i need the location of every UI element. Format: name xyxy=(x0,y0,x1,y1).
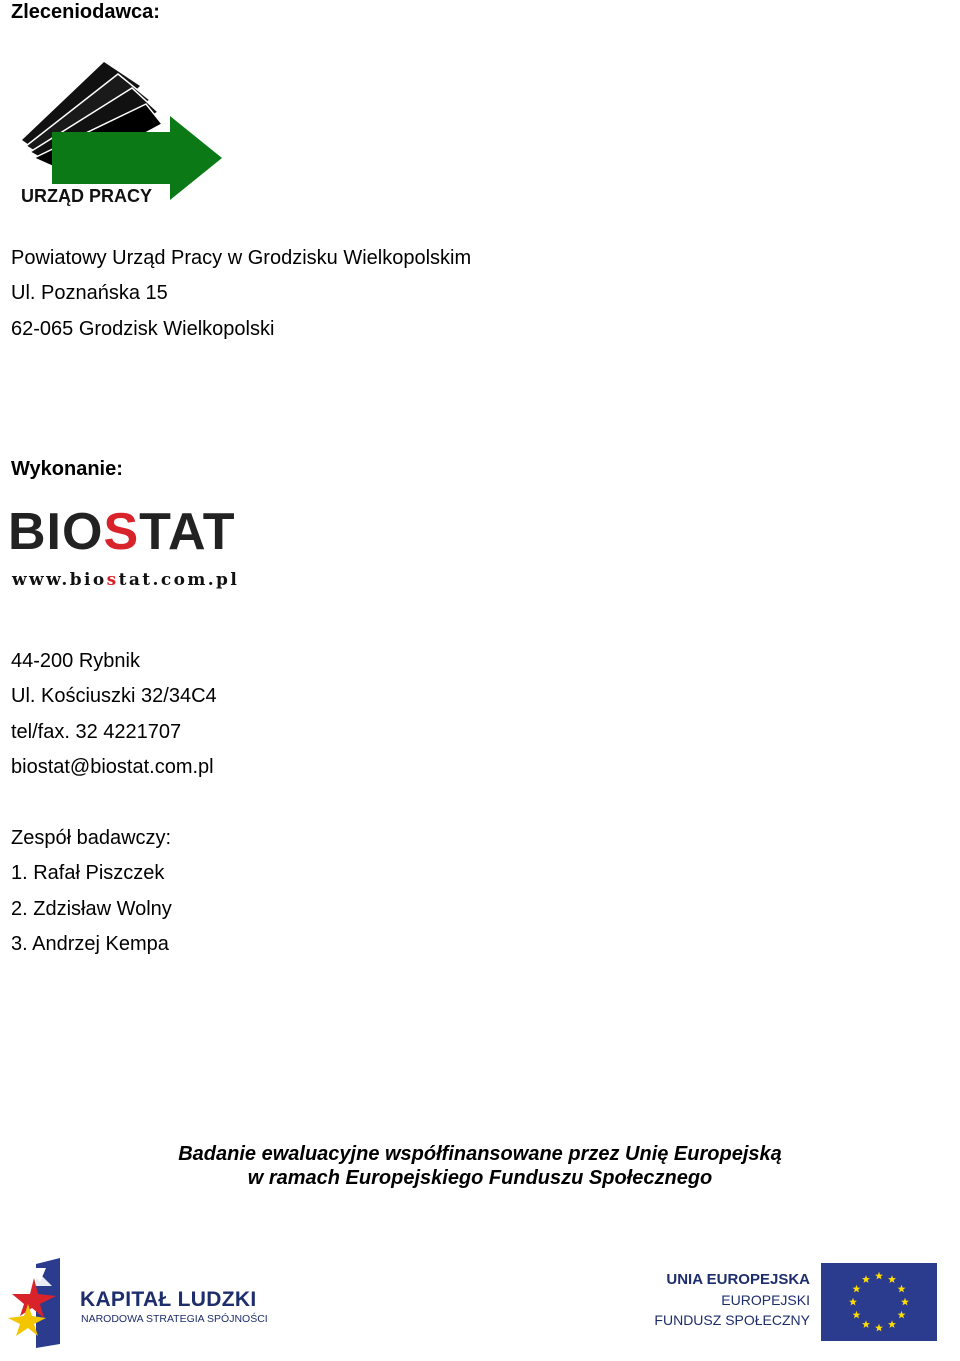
client-name: Powiatowy Urząd Pracy w Grodzisku Wielkopolskim xyxy=(11,247,472,269)
biostat-www-end: tat.com.pl xyxy=(118,570,240,590)
urzad-pracy-logo-text: URZĄD PRACY xyxy=(21,186,153,206)
biostat-www-start: www.bio xyxy=(12,570,107,590)
contractor-street: Ul. Kościuszki 32/34C4 xyxy=(11,685,217,707)
eu-fund-text-block xyxy=(640,1270,810,1334)
contractor-heading: Wykonanie: xyxy=(11,458,123,480)
contractor-city: 44-200 Rybnik xyxy=(11,650,140,672)
contractor-phone: tel/fax. 32 4221707 xyxy=(11,721,182,743)
eu-line-1: UNIA EUROPEJSKA xyxy=(666,1271,810,1288)
kapital-ludzki-emblem-icon xyxy=(8,1258,72,1348)
biostat-logo xyxy=(8,503,258,594)
client-city: 62-065 Grodzisk Wielkopolski xyxy=(11,318,275,340)
biostat-www-s: s xyxy=(106,570,119,590)
biostat-logo-bio: BIO xyxy=(8,503,104,561)
eu-flag-icon xyxy=(821,1263,937,1341)
team-heading: Zespół badawczy: xyxy=(11,827,172,849)
biostat-logo-tat: TAT xyxy=(139,503,236,561)
urzad-pracy-logo xyxy=(16,60,228,210)
kapital-ludzki-subtitle: NARODOWA STRATEGIA SPÓJNOŚCI xyxy=(81,1313,268,1325)
funding-line-1: Badanie ewaluacyjne współfinansowane przez Unię Europejską xyxy=(178,1143,782,1165)
kapital-ludzki-logo xyxy=(8,1258,278,1348)
funding-line-2: w ramach Europejskiego Funduszu Społecznego xyxy=(247,1167,713,1189)
contractor-email: biostat@biostat.com.pl xyxy=(11,756,214,778)
biostat-logo-s: S xyxy=(103,503,140,561)
eu-line-2: EUROPEJSKI xyxy=(721,1292,810,1308)
team-member: 3. Andrzej Kempa xyxy=(11,933,169,955)
eu-flag xyxy=(821,1263,937,1341)
eu-line-3: FUNDUSZ SPOŁECZNY xyxy=(654,1312,810,1328)
team-member: 1. Rafał Piszczek xyxy=(11,862,165,884)
kapital-ludzki-title: KAPITAŁ LUDZKI xyxy=(80,1288,257,1311)
client-street: Ul. Poznańska 15 xyxy=(11,282,168,304)
client-heading: Zleceniodawca: xyxy=(11,1,160,23)
team-member: 2. Zdzisław Wolny xyxy=(11,898,172,920)
